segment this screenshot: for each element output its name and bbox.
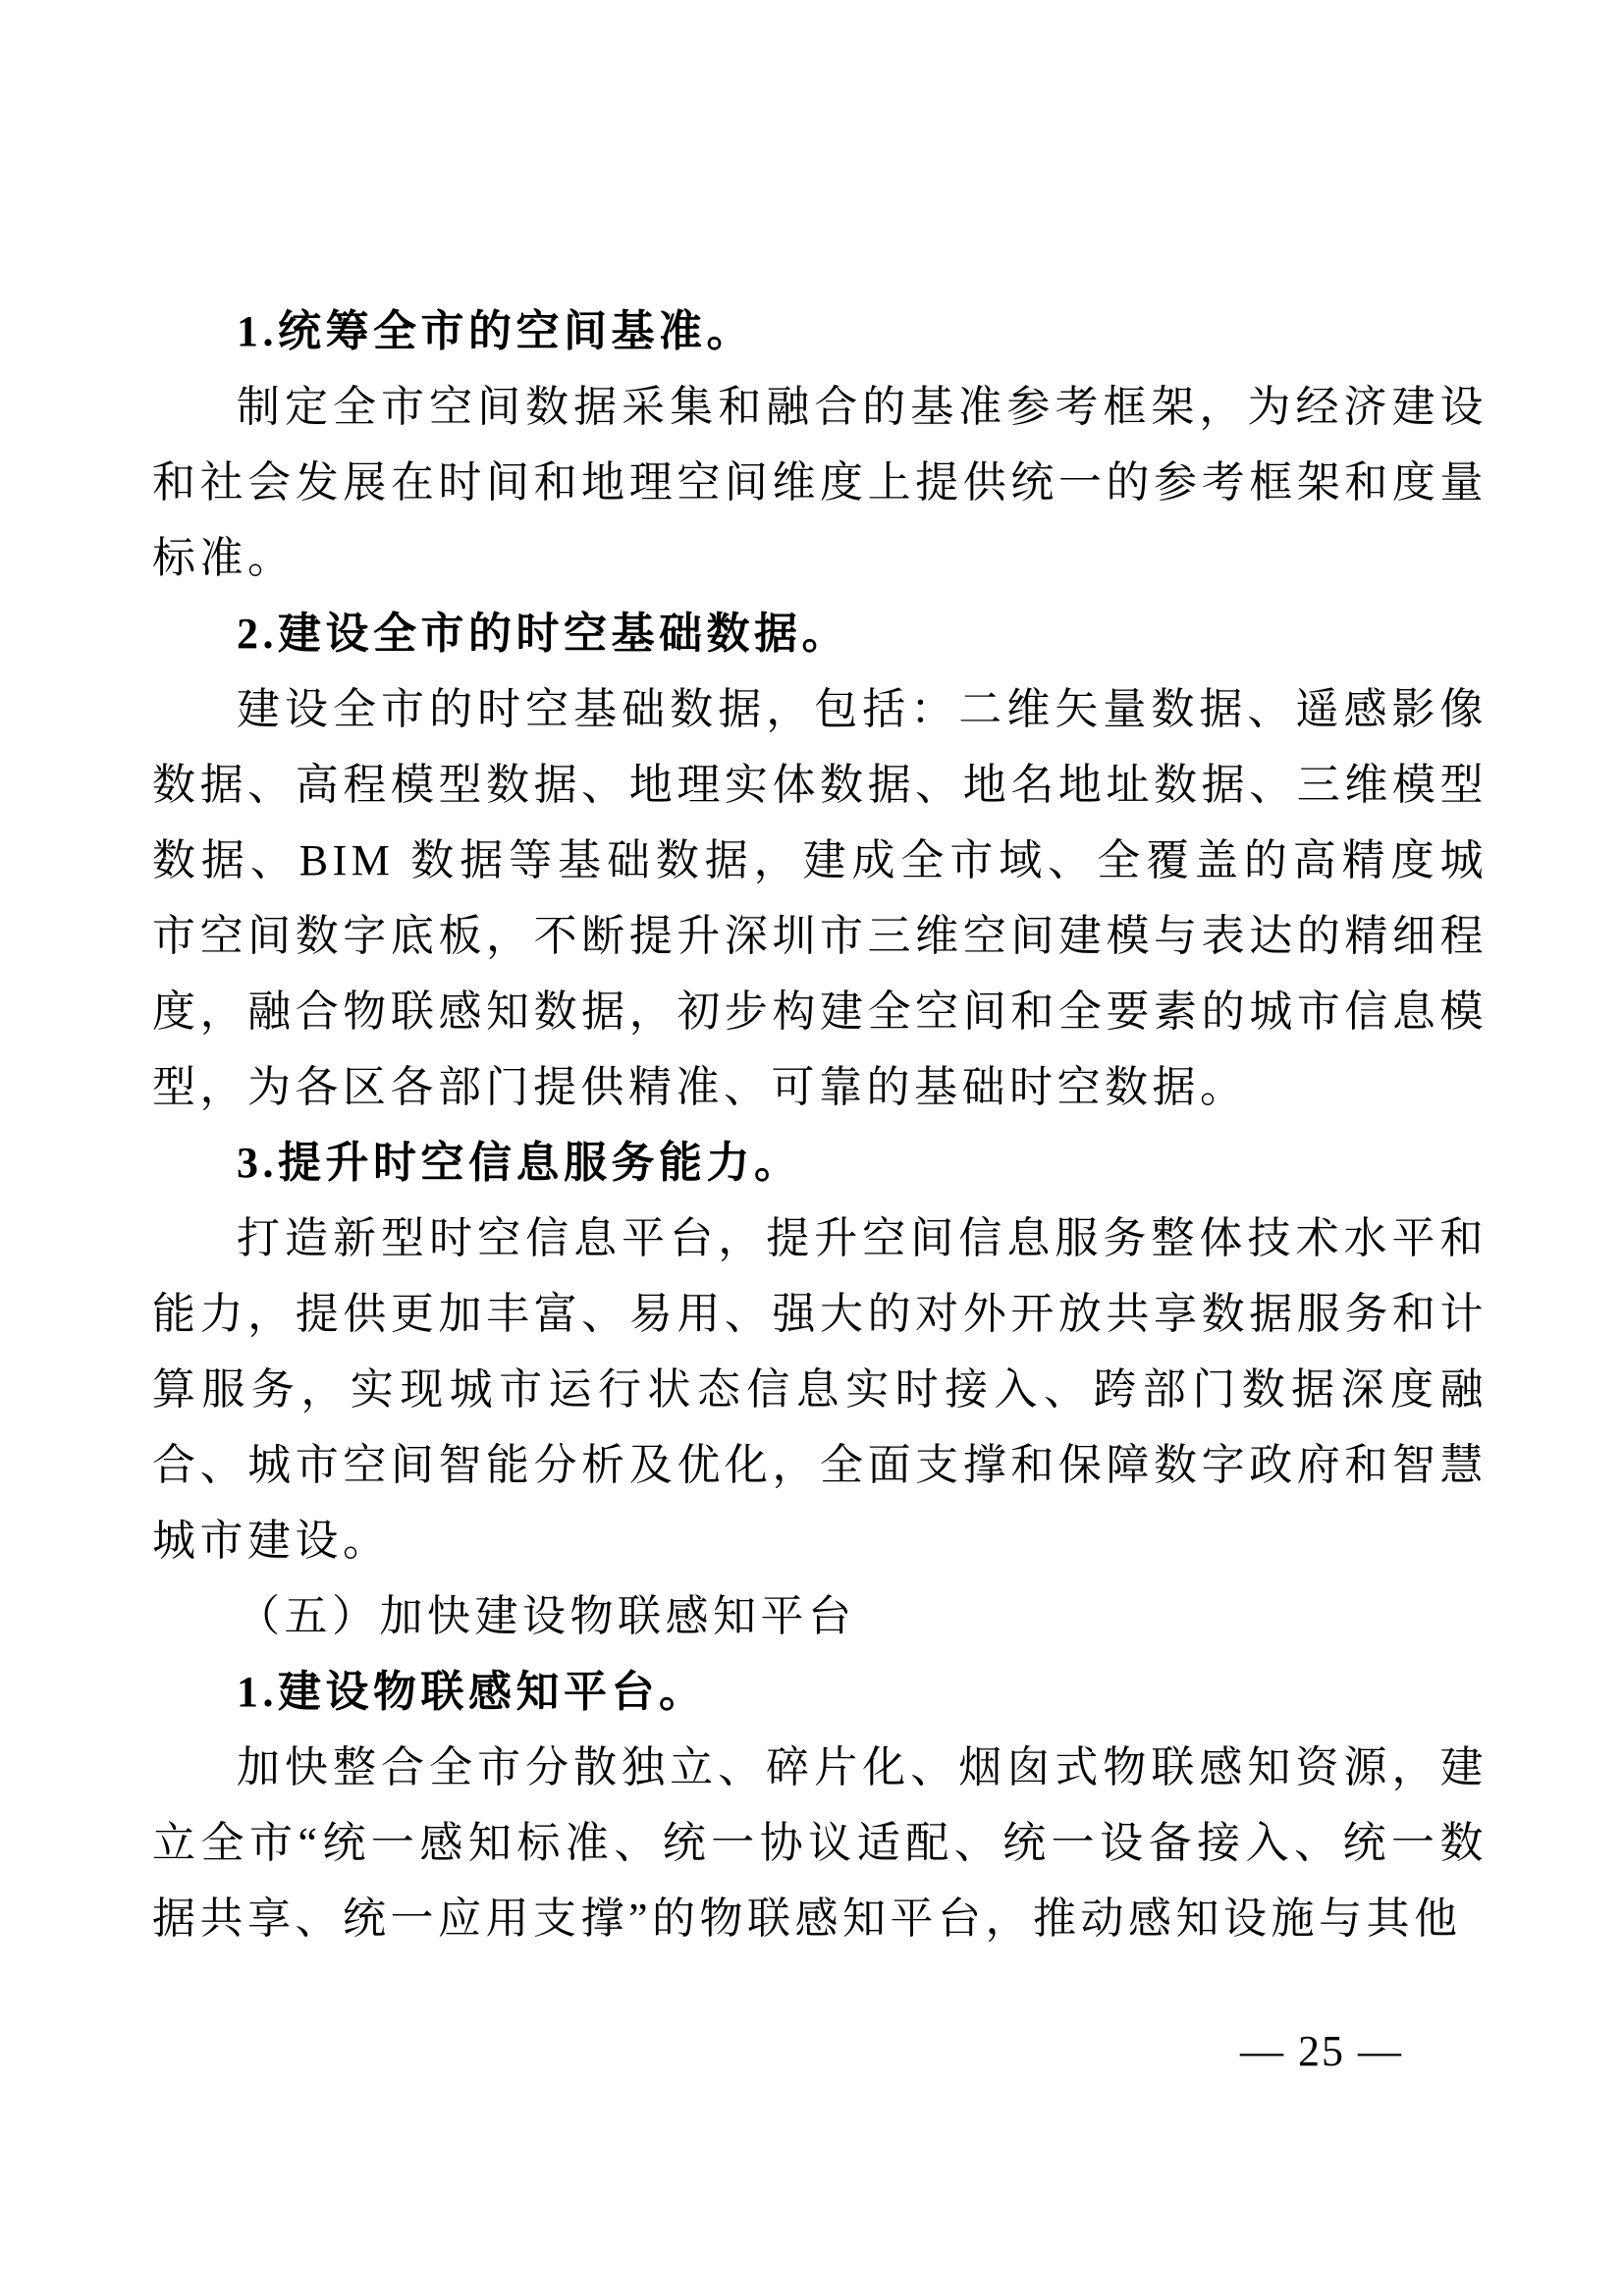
paragraph-service-capability: 打造新型时空信息平台，提升空间信息服务整体技术水平和能力，提供更加丰富、易用、强大的对外开放共享数据服务和计算服务，实现城市运行状态信息实时接入、跨部门数据深度融合、城市空间智能分析及优化，全面支撑和保障数字政府和智慧城市建设。 [152,1214,1488,1565]
paragraph-spatial-datum: 制定全市空间数据采集和融合的基准参考框架，为经济建设和社会发展在时间和地理空间维度上提供统一的参考框架和度量标准。 [152,383,1488,582]
heading-spatiotemporal-data: 2.建设全市的时空基础数据。 [237,610,849,658]
paragraph-spatiotemporal-data: 建设全市的时空基础数据，包括：二维矢量数据、遥感影像数据、高程模型数据、地理实体数据、地名地址数据、三维模型数据、BIM 数据等基础数据，建成全市域、全覆盖的高精度城市空间数字底板，不断提升深圳市三维空间建模与表达的精细程度，融合物联感知数据，初步构建全空间和全要素的城市信息模型，为各区各部门提供精准、可靠的基础时空数据。 [152,685,1488,1111]
heading-service-capability: 3.提升时空信息服务能力。 [237,1139,802,1187]
page-number: — 25 — [1240,2027,1403,2075]
heading-spatial-datum: 1.统筹全市的空间基准。 [237,307,754,355]
paragraph-iot-platform: 加快整合全市分散独立、碎片化、烟囱式物联感知资源，建立全市“统一感知标准、统一协议适配、统一设备接入、统一数据共享、统一应用支撑”的物联感知平台，推动感知设施与其他 [152,1743,1488,1943]
heading-iot-platform: 1.建设物联感知平台。 [237,1668,707,1716]
document-body [152,294,1488,1956]
section-heading-iot-platform: （五）加快建设物联感知平台 [237,1592,856,1640]
